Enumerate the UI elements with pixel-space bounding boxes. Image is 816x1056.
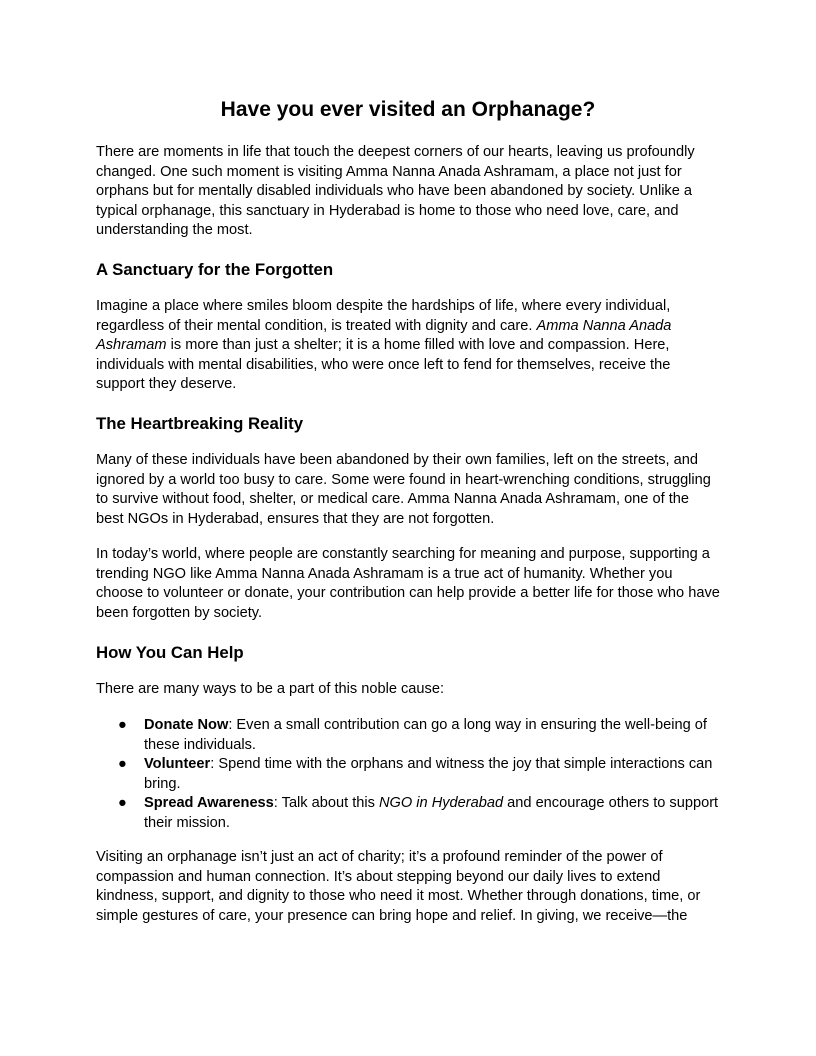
list-item: ● Donate Now: Even a small contribution can go a long way in ensuring the well-being of these individuals. [118,717,707,753]
help-list [96,716,720,834]
bullet-icon: ● [118,795,127,812]
section-reality [96,413,720,435]
intro-paragraph: There are moments in life that touch the deepest corners of our hearts, leaving us profoundly changed. One such moment is visiting Amma Nanna Anada Ashramam, a place not just for orphans but for mentally disabled individuals who have been abandoned by society. Unlike a typical orphanage, this sanctuary in Hyderabad is home to those who need love, care, and understanding the most. [96,144,695,239]
reality-paragraph-2: In today’s world, where people are constantly searching for meaning and purpose, supporting a trending NGO like Amma Nanna Anada Ashramam is a true act of humanity. Whether you choose to volunteer or donate, your contribution can help provide a better life for those who have been forgotten by society. [96,546,720,621]
bullet-icon: ● [118,756,127,773]
bullet-icon: ● [118,717,127,733]
section-heading-help: How You Can Help [96,643,244,662]
section-sanctuary [96,259,720,281]
page-title: Have you ever visited an Orphanage? [220,98,596,121]
sanctuary-paragraph: Imagine a place where smiles bloom despite the hardships of life, where every individual, regardless of their mental condition, is treated with dignity and care. Amma Nanna Anada Ashramam is more than just a shelter; it is a home filled with love and compassion. Here, individuals with mental disabilities, who were once left to fend for themselves, receive the support they deserve. [96,298,672,393]
section-heading-sanctuary: A Sanctuary for the Forgotten [96,260,334,279]
list-item: ● Spread Awareness: Talk about this NGO in Hyderabad and encourage others to support their mission. [118,795,719,831]
closing-paragraph: Visiting an orphanage isn’t just an act of charity; it’s a profound reminder of the power of compassion and human connection. It’s about stepping beyond our daily lives to extend kindness, support, and dignity to those who need it most. Whether through donations, time, or simple gestures of care, your presence can bring hope and relief. In giving, we receive—the [96,849,701,924]
help-lead: There are many ways to be a part of this noble cause: [96,681,445,697]
section-help [96,642,720,664]
list-item: ● Volunteer: Spend time with the orphans and witness the joy that simple interactions can bring. [118,756,713,792]
section-heading-reality: The Heartbreaking Reality [96,414,304,433]
reality-paragraph-1: Many of these individuals have been abandoned by their own families, left on the streets, and ignored by a world too busy to care. Some were found in heart-wrenching conditions, struggling to survive without food, shelter, or medical care. Amma Nanna Anada Ashramam, one of the best NGOs in Hyderabad, ensures that they are not forgotten. [96,452,711,527]
